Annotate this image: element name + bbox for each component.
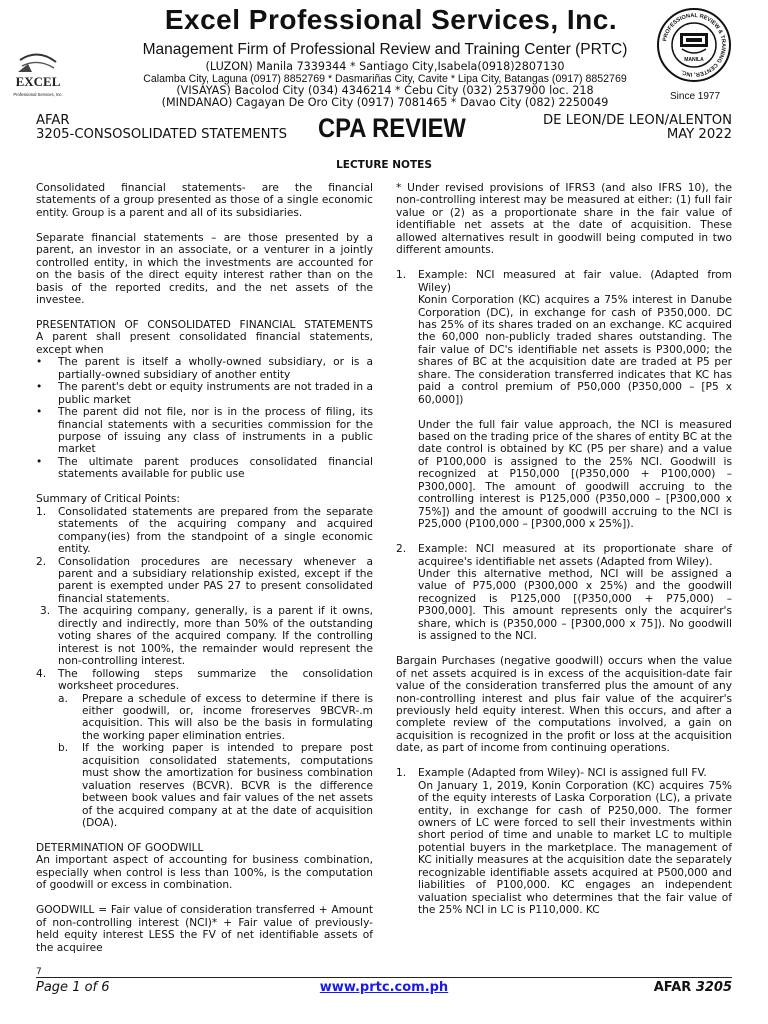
example-bargain: 1. Example (Adapted from Wiley)- NCI is assigned full FV. On January 1, 2019, Konin Corporation (KC) acquires 75% of the equity interests of Laska Corporation (LC), a private entity, in exchange for cash of P250,000. The former owners of LC were forced to sell their investments within short period of time and unable to market LC to multiple potential buyers in the marketplace. The management of KC initially measures at the acquisition date the separately recognizable identifiable assets acquired at P500,000 and liabilities of P100,000. KC engages an independent valuation specialist who determines that the fair value of the 25% NCI in LC is P110,000. KC (396, 767, 732, 917)
firm-name: Excel Professional Services, Inc. (164, 4, 618, 35)
paragraph-ifrs3: * Under revised provisions of IFRS3 (and also IFRS 10), the non-controlling interest may be measured at either: (1) full fair value or (2) as a proportionate share in the fair value of identifiable net assets at the date of acquisition. These allowed alternatives result in goodwill being computed in two different amounts. (396, 182, 732, 257)
exemption-list (36, 356, 373, 481)
list-item: • The parent is itself a wholly-owned subsidiary, or is a partially-owned subsidiary of another entity (36, 356, 373, 381)
presentation-heading: PRESENTATION OF CONSOLIDATED FINANCIAL STATEMENTS (36, 318, 373, 331)
since-label: Since 1977 (670, 91, 721, 102)
example-title: Example: NCI measured at fair value. (Adapted from Wiley) (418, 269, 732, 294)
section-title: LECTURE NOTES (336, 159, 432, 171)
prtc-seal-icon (656, 7, 732, 83)
right-column (396, 182, 732, 929)
critical-points-list (36, 506, 373, 830)
example-body: Under this alternative method, NCI will be assigned a value of P75,000 (P300,000 x 25%) and the goodwill recognized is P125,000 [(P350,000 + P75,000) – P300,000]. This amount represents only the acquirer's share, which is (P350,000 – [P300,000 x 75]). No goodwill is assigned to the NCI. (418, 568, 732, 643)
goodwill-heading: DETERMINATION OF GOODWILL (36, 841, 204, 854)
list-item: 2. Consolidation procedures are necessary whenever a parent and a subsidiary relationship existed, except if the parent is exempted under PAS 27 to present consolidated financial statements. (36, 555, 373, 605)
example-body: Under the full fair value approach, the NCI is measured based on the trading price of the shares of entity BC at the date control is obtained by KC (P5 per share) and a value of P100,000 is assigned to the 25% NCI. Goodwill is recognized at P150,000 [(P350,000 + P100,000) – P300,000]. The amount of goodwill accruing to the controlling interest is P125,000 (P350,000 – [P300,000 x 75%]) and the amount of goodwill accruing to the NCI is P25,000 (P100,000 – [P300,000 x 25%]). (418, 418, 732, 531)
footer-code: AFAR 3205 (653, 980, 732, 995)
date-label: MAY 2022 (666, 127, 732, 142)
svg-text:EXCEL: EXCEL (15, 74, 61, 89)
topic-label: 3205-CONSOSOLIDATED STATEMENTS (36, 127, 287, 142)
list-item: a. Prepare a schedule of excess to determine if there is either goodwill, or, income froreserves 9BCVR-.m acquisition. This will also be the basis in formulating the working paper elimination entries. (58, 692, 373, 742)
footer-rule (36, 977, 732, 978)
list-item: 3. The acquiring company, generally, is a parent if it owns, directly and indirectly, more than 50% of the outstanding voting shares of the acquired company. If the controlling interest is not 100%, the remainder would represent the non-controlling interest. (40, 605, 373, 668)
paragraph-separate-fs: Separate financial statements – are those presented by a parent, an investor in an associate, or a venturer in a jointly controlled entity, in which the investments are accounted for on the basis of the direct equity interest rather than on the basis of the reported credits, and the net assets of the investee. (36, 231, 373, 307)
list-item: 1. Consolidated statements are prepared from the separate statements of the acquiring company and acquired company(ies) from the standpoint of a single economic entity. (36, 505, 373, 556)
example-body: On January 1, 2019, Konin Corporation (KC) acquires 75% of the equity interests of Laska Corporation (LC), a private entity, in exchange for cash of P250,000. The former owners of LC were forced to sell their investments within short period of time and unable to market LC to multiple potential buyers in the marketplace. The management of KC initially measures at the acquisition date the separately recognizable identifiable assets acquired at P500,000 and liabilities of P100,000. KC engages an independent valuation specialist who determines that the fair value of the 25% NCI in LC is P110,000. KC (418, 779, 732, 917)
summary-heading: Summary of Critical Points: (36, 493, 180, 506)
address-calabarzon: Calamba City, Laguna (0917) 8852769 * Dasmariñas City, Cavite * Lipa City, Batangas (0917) 8852769 (143, 73, 627, 85)
worksheet-steps-list (58, 693, 373, 830)
example-title: Example: NCI measured at its proportionate share of acquiree's identifiable net assets (Adapted from Wiley). (418, 543, 732, 568)
example-body: Konin Corporation (KC) acquires a 75% interest in Danube Corporation (DC), in exchange for cash of P350,000. DC has 25% of its shares traded on an exchange. KC acquired the 60,000 non-publicly traded shares outstanding. The fair value of DC's identifiable net assets is P300,000; the shares of BC at the acquisition date are traded at P5 per share. The consideration transferred indicates that KC has paid a control premium of P50,000 (P350,000 – [P5 x 60,000]) (418, 294, 732, 406)
page-mark: 7 (36, 967, 42, 977)
paragraph-bargain-purchase: Bargain Purchases (negative goodwill) occurs when the value of net assets acquired is in excess of the acquisition-date fair value of the consideration transferred plus the amount of any non-controlling interest and plus fair value of the acquirer's previously held equity interest. When this occurs, and after a complete review of the computations involved, a gain on acquisition is recognized in the profit or loss at the acquisition date, as part of income from continuing operations. (396, 655, 732, 755)
list-item: 4. The following steps summarize the consolidation worksheet procedures. a. Prepare a schedule of excess to determine if there is either goodwill, or, income froreserves 9BCVR-.m acquisition. This will also be the basis in formulating the working paper elimination entries. b. If the working paper is intended to prepare post acquisition consolidated statements, computations must show the amortization for business combination valuation reserves (BCVR). BCVR is the difference between book values and fair values of the net assets of the acquired company at at the date of acquisition (DOA). (36, 667, 373, 830)
left-column (36, 182, 373, 966)
cpa-review-brand: CPA REVIEW (318, 113, 466, 143)
subject-label: AFAR (36, 113, 70, 128)
presentation-intro: A parent shall present consolidated financial statements, except when (36, 331, 373, 356)
paragraph-consolidated-fs: Consolidated financial statements- are the financial statements of a group presented as those of a single economic entity. Group is a parent and all of its subsidiaries. (36, 182, 373, 219)
excel-logo-icon (12, 50, 64, 102)
goodwill-formula: GOODWILL = Fair value of consideration transferred + Amount of non-controlling interest (NCI)* + Fair value of previously-held equity interest LESS the FV of net identifiable assets of the acquiree (36, 904, 373, 954)
list-item: • The parent did not file, nor is in the process of filing, its financial statements with a securities commission for the purpose of issuing any class of instruments in a public market (36, 406, 373, 456)
page-number: Page 1 of 6 (36, 980, 110, 995)
authors-label: DE LEON/DE LEON/ALENTON (543, 113, 732, 128)
paragraph-goodwill: An important aspect of accounting for business combination, especially when control is less than 100%, is the computation of goodwill or excess in combination. (36, 854, 373, 892)
svg-text:Professional Services, Inc.: Professional Services, Inc. (13, 92, 63, 97)
address-mindanao: (MINDANAO) Cagayan De Oro City (0917) 7081465 * Davao City (082) 2250049 (161, 96, 609, 109)
address-visayas: (VISAYAS) Bacolod City (034) 4346214 * Cebu City (032) 2537900 loc. 218 (176, 84, 594, 97)
list-item: • The ultimate parent produces consolidated financial statements available for public use (36, 456, 373, 481)
example-nci-fair-value: 1. Example: NCI measured at fair value. (Adapted from Wiley) Konin Corporation (KC) acquires a 75% interest in Danube Corporation (DC), in exchange for cash of P350,000. DC has 25% of its shares traded on an exchange. KC acquired the 60,000 non-publicly traded shares outstanding. The fair value of DC's identifiable net assets is P300,000; the shares of BC at the acquisition date are traded at P5 per share. The consideration transferred indicates that KC has paid a control premium of P50,000 (P350,000 – [P5 x 60,000]) Under the full fair value approach, the NCI is measured based on the trading price of the shares of entity BC at the date control is obtained by KC (P5 per share) and a value of P100,000 is assigned to the 25% NCI. Goodwill is recognized at P150,000 [(P350,000 + P100,000) – P300,000]. The amount of goodwill accruing to the controlling interest is P125,000 (P350,000 – [P300,000 x 75%]) and the amount of goodwill accruing to the NCI is P25,000 (P100,000 – [P300,000 x 25%]). (396, 269, 732, 531)
address-luzon: (LUZON) Manila 7339344 * Santiago City,Isabela(0918)2807130 (205, 60, 565, 73)
list-item: • The parent's debt or equity instruments are not traded in a public market (36, 381, 373, 406)
example-title: Example (Adapted from Wiley)- NCI is assigned full FV. (418, 767, 707, 780)
svg-text:MANILA: MANILA (684, 57, 704, 63)
firm-subtitle: Management Firm of Professional Review and Training Center (PRTC) (142, 41, 628, 58)
list-item: b. If the working paper is intended to prepare post acquisition consolidated statements, computations must show the amortization for business combination valuation reserves (BCVR). BCVR is the difference between book values and fair values of the net assets of the acquired company at at the date of acquisition (DOA). (58, 742, 373, 830)
svg-text:PROFESSIONAL REVIEW & TRAINING: PROFESSIONAL REVIEW & TRAINING CENTER, INC. (662, 12, 727, 78)
website-link[interactable]: www.prtc.com.ph (319, 980, 449, 995)
example-nci-proportionate: 2. Example: NCI measured at its proportionate share of acquiree's identifiable net assets (Adapted from Wiley). Under this alternative method, NCI will be assigned a value of P75,000 (P300,000 x 25%) and the goodwill recognized is P125,000 [(P350,000 + P75,000) – P300,000]. This amount represents only the acquirer's share, which is (P350,000 – [P300,000 x 75]). No goodwill is assigned to the NCI. (396, 543, 732, 643)
